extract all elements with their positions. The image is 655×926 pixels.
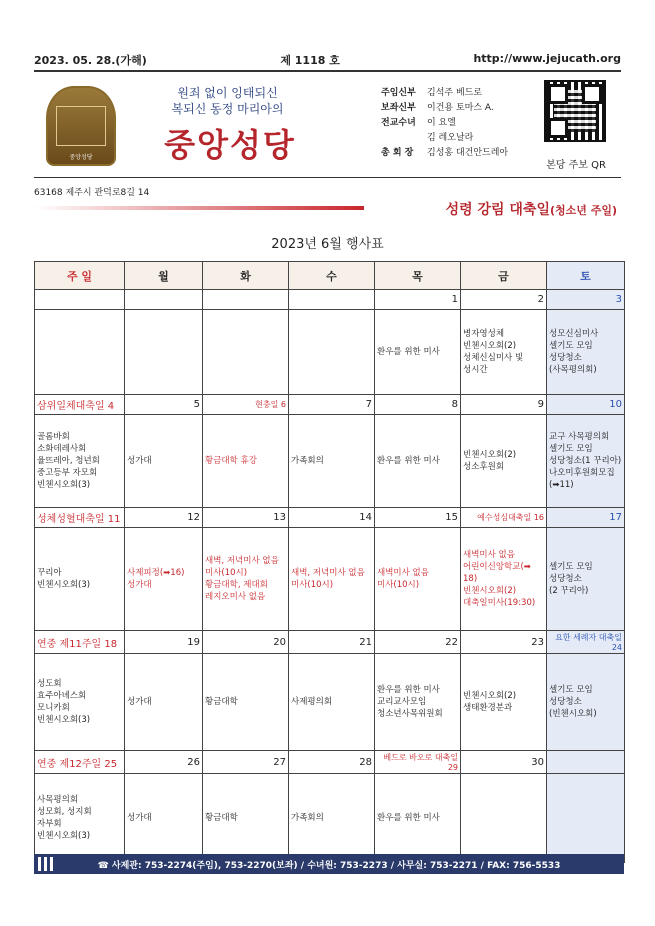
date-cell: 3 <box>547 290 625 310</box>
issue-date: 2023. 05. 28.(가해) <box>34 54 147 67</box>
date-cell: 연중 제11주일 18 <box>35 631 125 654</box>
feast-subtitle: (청소년 주일) <box>549 204 617 217</box>
clergy-role: 총 회 장 <box>381 148 414 158</box>
date-cell: 23 <box>461 631 547 654</box>
slogan-line-1: 원죄 없이 잉태되신 <box>177 86 278 100</box>
event-cell: 빈첸시오회(2) 성소후원회 <box>461 415 547 508</box>
event-cell: 성가대 <box>125 774 203 863</box>
date-cell: 13 <box>203 508 289 528</box>
date-row <box>35 508 625 528</box>
event-cell: 사제피정(➡16) 성가대 <box>125 528 203 631</box>
header-monday: 월 <box>125 262 203 290</box>
header-sunday: 주 일 <box>35 262 125 290</box>
event-cell <box>547 774 625 863</box>
date-cell: 10 <box>547 395 625 415</box>
clergy-name: 김성홍 대건안드레아 <box>427 148 509 158</box>
event-cell: 가족회의 <box>289 774 375 863</box>
clergy-role: 보좌신부 <box>381 103 416 113</box>
calendar-header-row <box>35 262 625 290</box>
event-cell: 셀기도 모임 성당청소 (2 꾸리아) <box>547 528 625 631</box>
date-cell: 17 <box>547 508 625 528</box>
event-cell: 새벽, 저녁미사 없음 미사(10시) 황금대학, 제대회 레지오미사 없음 <box>203 528 289 631</box>
date-cell: 21 <box>289 631 375 654</box>
clergy-list <box>381 86 508 161</box>
event-calendar <box>34 261 625 863</box>
event-cell: 황금대학 휴강 <box>203 415 289 508</box>
date-cell: 예수성심대축일 16 <box>461 508 547 528</box>
event-cell: 골롬바회 소화데레사회 율뜨레아, 청년회 중고등부 자모회 빈첸시오회(3) <box>35 415 125 508</box>
website-url[interactable]: http://www.jejucath.org <box>473 52 621 65</box>
logo-text: 중앙성당 <box>69 154 93 161</box>
event-cell: 환우를 위한 미사 <box>375 310 461 395</box>
date-cell: 베드로 바오로 대축일 29 <box>375 751 461 774</box>
date-cell: 19 <box>125 631 203 654</box>
date-cell: 27 <box>203 751 289 774</box>
date-cell: 8 <box>375 395 461 415</box>
header-rule <box>34 177 621 178</box>
calendar-title: 2023년 6월 행사표 <box>271 237 384 252</box>
header-friday: 금 <box>461 262 547 290</box>
event-cell: 셀기도 모임 성당청소 (빈첸시오회) <box>547 654 625 751</box>
event-cell: 꾸리아 빈첸시오회(3) <box>35 528 125 631</box>
clergy-name: 이 요엘 <box>427 118 456 128</box>
date-cell: 30 <box>461 751 547 774</box>
date-cell: 성체성혈대축일 11 <box>35 508 125 528</box>
event-cell <box>35 310 125 395</box>
clergy-name: 김석주 베드로 <box>427 88 483 98</box>
qr-code-icon[interactable] <box>544 80 606 142</box>
events-row <box>35 774 625 863</box>
event-cell: 새벽미사 없음 미사(10시) <box>375 528 461 631</box>
header-thursday: 목 <box>375 262 461 290</box>
date-cell: 연중 제12주일 25 <box>35 751 125 774</box>
masthead-line <box>34 52 621 68</box>
event-cell: 황금대학 <box>203 774 289 863</box>
date-cell <box>289 290 375 310</box>
events-row <box>35 528 625 631</box>
event-cell <box>289 310 375 395</box>
date-row <box>35 290 625 310</box>
date-cell: 요한 세례자 대축일 24 <box>547 631 625 654</box>
date-cell: 12 <box>125 508 203 528</box>
event-cell: 가족회의 <box>289 415 375 508</box>
footer-bars <box>38 857 53 871</box>
event-cell: 사목평의회 성모회, 성지회 자부회 빈첸시오회(3) <box>35 774 125 863</box>
event-cell: 교구 사목평의회 셀기도 모임 성당청소(1 꾸리아) 나오미후원회모집 (➡11) <box>547 415 625 508</box>
event-cell: 병자영성체 빈첸시오회(2) 성체신심미사 빛 성시간 <box>461 310 547 395</box>
parish-logo <box>46 86 116 166</box>
event-cell: 새벽미사 없음 어린이신앙학교(➡ 18) 빈첸시오회(2) 대축일미사(19:30) <box>461 528 547 631</box>
date-cell: 28 <box>289 751 375 774</box>
clergy-role: 전교수녀 <box>381 118 416 128</box>
date-row <box>35 395 625 415</box>
date-cell: 22 <box>375 631 461 654</box>
red-divider <box>34 206 364 210</box>
date-row <box>35 631 625 654</box>
event-cell <box>461 774 547 863</box>
date-cell: 14 <box>289 508 375 528</box>
event-cell: 환우를 위한 미사 <box>375 415 461 508</box>
event-cell <box>203 310 289 395</box>
header-wednesday: 수 <box>289 262 375 290</box>
date-cell: 26 <box>125 751 203 774</box>
date-cell: 삼위일체대축일 4 <box>35 395 125 415</box>
event-cell: 성가대 <box>125 415 203 508</box>
event-cell: 새벽, 저녁미사 없음 미사(10시) <box>289 528 375 631</box>
events-row <box>35 415 625 508</box>
date-cell: 1 <box>375 290 461 310</box>
header-saturday: 토 <box>547 262 625 290</box>
feast-name: 성령 강림 대축일 <box>445 202 550 218</box>
event-cell: 황금대학 <box>203 654 289 751</box>
header-tuesday: 화 <box>203 262 289 290</box>
clergy-name: 김 레오날라 <box>427 133 474 143</box>
date-cell: 5 <box>125 395 203 415</box>
event-cell: 환우를 위한 미사 교리교사모임 청소년사목위원회 <box>375 654 461 751</box>
event-cell: 성모신심미사 셀기도 모임 성당청소 (사목평의회) <box>547 310 625 395</box>
date-row <box>35 751 625 774</box>
event-cell: 성도회 효주아녜스회 모니카회 빈첸시오회(3) <box>35 654 125 751</box>
contact-info: ☎ 사제관: 753-2274(주임), 753-2270(보좌) / 수녀원: 753-2273 / 사무실: 753-2271 / FAX: 756-5533 <box>97 860 561 871</box>
date-cell <box>125 290 203 310</box>
event-cell <box>125 310 203 395</box>
event-cell: 빈첸시오회(2) 생태환경분과 <box>461 654 547 751</box>
date-cell: 현충일 6 <box>203 395 289 415</box>
slogan-line-2: 복되신 동정 마리아의 <box>171 102 284 116</box>
event-cell: 환우를 위한 미사 <box>375 774 461 863</box>
contact-footer <box>34 854 624 874</box>
qr-label: 본당 주보 QR <box>546 160 606 171</box>
clergy-name: 이건용 토마스 A. <box>427 103 494 113</box>
date-cell: 9 <box>461 395 547 415</box>
date-cell: 2 <box>461 290 547 310</box>
clergy-role: 주임신부 <box>381 88 416 98</box>
date-cell <box>203 290 289 310</box>
date-cell: 15 <box>375 508 461 528</box>
events-row <box>35 310 625 395</box>
date-cell: 20 <box>203 631 289 654</box>
feast-title <box>446 199 617 219</box>
date-cell <box>35 290 125 310</box>
event-cell: 사제평의회 <box>289 654 375 751</box>
top-rule <box>34 70 621 72</box>
events-row <box>35 654 625 751</box>
address: 63168 제주시 관덕로8길 14 <box>34 188 150 198</box>
event-cell: 성가대 <box>125 654 203 751</box>
date-cell <box>547 751 625 774</box>
date-cell: 7 <box>289 395 375 415</box>
clergy-role <box>381 131 427 146</box>
issue-number: 제 1118 호 <box>280 54 340 67</box>
parish-title: 중앙성당 <box>164 126 296 164</box>
